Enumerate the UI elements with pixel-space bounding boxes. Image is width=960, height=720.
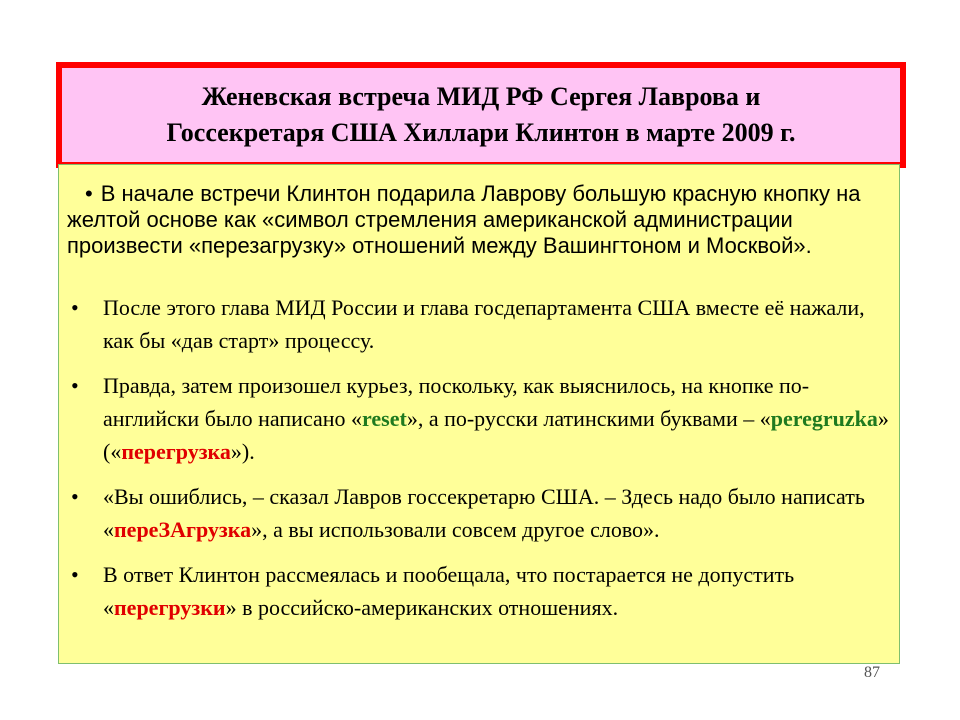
- bullet-item-2: [59, 369, 895, 468]
- bullet-item-3-text-a: «Вы ошиблись, – сказал Лавров госсекретарю США. – Здесь надо было написать «: [103, 484, 865, 542]
- highlight-peregruzka: peregruzka: [770, 406, 878, 431]
- bullet-item-2-text-d: »).: [230, 439, 255, 464]
- highlight-za: ЗА: [158, 517, 186, 542]
- bullet-item-1: [59, 291, 895, 357]
- bullet-item-3-text-b: », а вы использовали совсем другое слово».: [251, 517, 660, 542]
- bullet-dot-icon: •: [71, 295, 79, 320]
- content-box: [58, 164, 900, 664]
- intro-paragraph: [67, 181, 893, 259]
- title-box: [56, 62, 906, 168]
- bullet-item-3: [59, 480, 895, 546]
- page-number: 87: [864, 664, 880, 681]
- bullet-item-1-text: После этого глава МИД России и глава госдепартамента США вместе её нажали, как бы «дав старт» процессу.: [103, 295, 865, 353]
- bullet-dot-icon: •: [71, 562, 79, 587]
- bullet-item-4: [59, 558, 895, 624]
- bullet-dot-icon: •: [71, 373, 79, 398]
- highlight-pere: пере: [114, 517, 159, 542]
- bullet-item-2-text-a: Правда, затем произошел курьез, поскольку, как выяснилось, на кнопке по-английски было написано «: [103, 373, 810, 431]
- highlight-peregruzka-ru: перегрузка: [121, 439, 231, 464]
- bullet-dot-icon: •: [85, 181, 93, 206]
- highlight-peregruzki: перегрузки: [114, 595, 226, 620]
- bullet-list: [59, 291, 895, 636]
- title-line-1: Женевская встреча МИД РФ Сергея Лаврова и: [201, 82, 761, 111]
- slide-title: [147, 79, 816, 151]
- title-line-2: Госсекретаря США Хиллари Клинтон в марте 2009 г.: [166, 118, 796, 147]
- bullet-item-2-text-c: » («: [103, 406, 889, 464]
- bullet-item-4-text-b: » в российско-американских отношениях.: [225, 595, 619, 620]
- intro-paragraph-text: В начале встречи Клинтон подарила Лаврову большую красную кнопку на желтой основе как «символ стремления американской администрации произвести «перезагрузку» отношений между Вашингтоном и Москвой».: [67, 181, 861, 258]
- bullet-item-2-text-b: », а по-русски латинскими буквами – «: [406, 406, 771, 431]
- bullet-item-4-text-a: В ответ Клинтон рассмеялась и пообещала, что постарается не допустить «: [103, 562, 795, 620]
- highlight-reset: reset: [362, 406, 407, 431]
- bullet-dot-icon: •: [71, 484, 79, 509]
- highlight-gruzka: грузка: [185, 517, 252, 542]
